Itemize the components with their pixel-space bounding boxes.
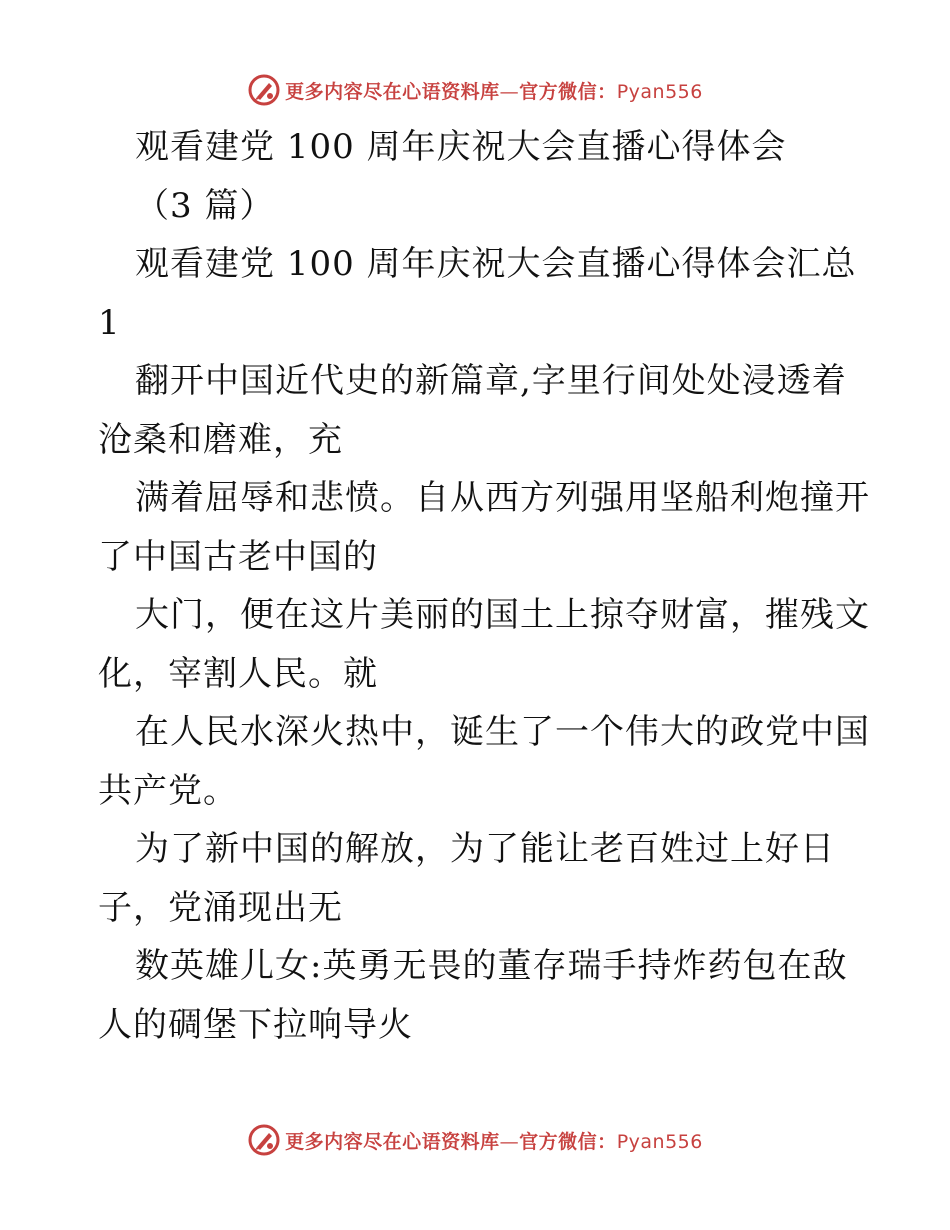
text-line: 化，宰割人民。就: [98, 653, 378, 694]
text-line: 大门，便在这片美丽的国土上掠夺财富，摧残文: [135, 595, 870, 635]
text-line: 观看建党 100 周年庆祝大会直播心得体会汇总: [135, 244, 857, 284]
text-line: （3 篇）: [135, 185, 275, 226]
watermark-text: [285, 77, 703, 104]
text-line: 人的碉堡下拉响导火: [98, 1004, 413, 1045]
text-line: 翻开中国近代史的新篇章,字里行间处处浸透着: [135, 361, 847, 401]
text-line: 观看建党 100 周年庆祝大会直播心得体会: [135, 127, 787, 167]
header-watermark: [0, 70, 950, 110]
watermark-group: [247, 1123, 703, 1157]
watermark-text: [285, 1127, 703, 1154]
watermark-wechat-label: 官方微信：: [519, 80, 617, 103]
logo-seal-icon: [247, 73, 281, 107]
text-line: 子，党涌现出无: [98, 887, 343, 928]
text-line: 在人民水深火热中，诞生了一个伟大的政党中国: [135, 712, 870, 752]
watermark-separator: —: [499, 1130, 520, 1153]
watermark-wechat-id: Pyan556: [616, 1130, 703, 1153]
text-line: 为了新中国的解放，为了能让老百姓过上好日: [135, 829, 835, 869]
text-line: 数英雄儿女:英勇无畏的董存瑞手持炸药包在敌: [135, 946, 848, 986]
document-body: [98, 118, 870, 1054]
text-line: 沧桑和磨难，充: [98, 419, 343, 460]
watermark-site-text: 更多内容尽在心语资料库: [285, 80, 500, 103]
watermark-site-text: 更多内容尽在心语资料库: [285, 1130, 500, 1153]
text-line: 共产党。: [98, 770, 238, 811]
watermark-group: [247, 73, 703, 107]
text-line: 了中国古老中国的: [98, 536, 378, 577]
text-line: 1: [98, 302, 121, 343]
watermark-wechat-label: 官方微信：: [519, 1130, 617, 1153]
watermark-separator: —: [499, 80, 520, 103]
text-line: 满着屈辱和悲愤。自从西方列强用坚船利炮撞开: [135, 478, 870, 518]
footer-watermark: [0, 1120, 950, 1160]
watermark-wechat-id: Pyan556: [616, 80, 703, 103]
logo-seal-icon: [247, 1123, 281, 1157]
